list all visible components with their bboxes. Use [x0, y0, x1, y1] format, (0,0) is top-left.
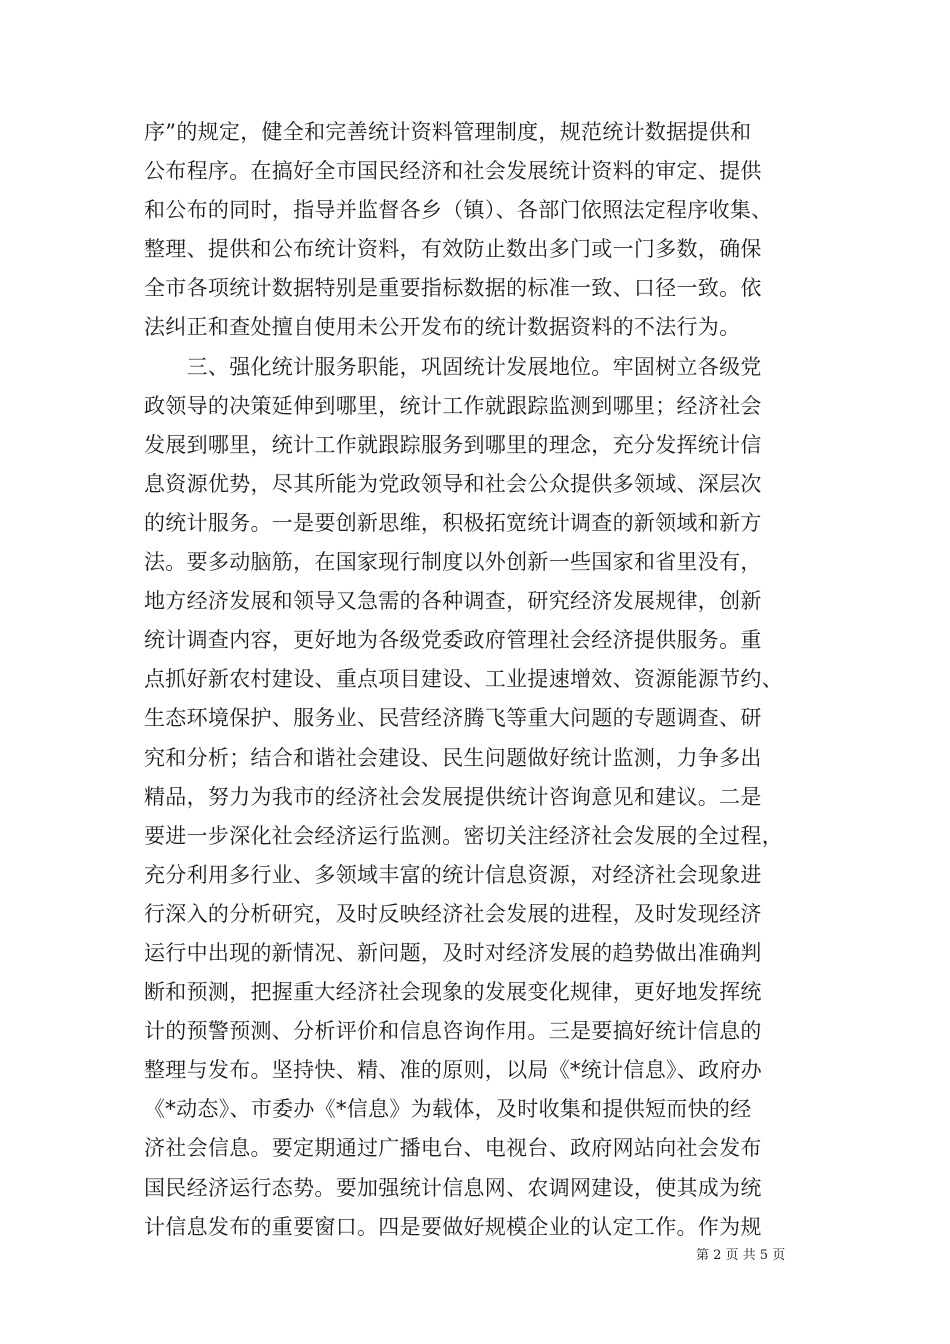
text-line: 发展到哪里，统计工作就跟踪服务到哪里的理念，充分发挥统计信 [144, 432, 762, 457]
text-line: 和公布的同时，指导并监督各乡（镇）、各部门依照法定程序收集、 [144, 198, 773, 223]
page-number: 第 2 页 共 5 页 [696, 1248, 786, 1263]
text-line: 点抓好新农村建设、重点项目建设、工业提速增效、资源能源节约、 [144, 667, 783, 692]
text-line: 断和预测，把握重大经济社会现象的发展变化规律，更好地发挥统 [144, 980, 762, 1005]
text-line: 行深入的分析研究，及时反映经济社会发展的进程，及时发现经济 [144, 901, 762, 926]
text-line: 国民经济运行态势。要加强统计信息网、农调网建设，使其成为统 [144, 1175, 762, 1200]
text-line: 运行中出现的新情况、新问题，及时对经济发展的趋势做出准确判 [144, 940, 762, 965]
text-line: 生态环境保护、服务业、民营经济腾飞等重大问题的专题调查、研 [144, 706, 762, 731]
text-line: 充分利用多行业、多领域丰富的统计信息资源，对经济社会现象进 [144, 862, 762, 887]
text-line: 《*动态》、市委办《*信息》为载体，及时收集和提供短而快的经 [144, 1097, 752, 1122]
text-line: 法纠正和查处擅自使用未公开发布的统计数据资料的不法行为。 [144, 315, 741, 340]
text-line: 究和分析；结合和谐社会建设、民生问题做好统计监测，力争多出 [144, 745, 762, 770]
text-line: 三、强化统计服务职能，巩固统计发展地位。牢固树立各级党 [144, 354, 762, 379]
text-line: 法。要多动脑筋，在国家现行制度以外创新一些国家和省里没有， [144, 550, 762, 575]
text-line: 全市各项统计数据特别是重要指标数据的标准一致、口径一致。依 [144, 276, 762, 301]
text-line: 济社会信息。要定期通过广播电台、电视台、政府网站向社会发布 [144, 1136, 762, 1161]
text-line: 序”的规定，健全和完善统计资料管理制度，规范统计数据提供和 [144, 120, 752, 144]
text-line: 精品，努力为我市的经济社会发展提供统计咨询意见和建议。二是 [144, 784, 762, 809]
body-text [144, 113, 804, 1247]
text-line: 的统计服务。一是要创新思维，积极拓宽统计调查的新领域和新方 [144, 510, 762, 535]
text-line: 计信息发布的重要窗口。四是要做好规模企业的认定工作。作为规 [144, 1214, 762, 1239]
text-line: 政领导的决策延伸到哪里，统计工作就跟踪监测到哪里；经济社会 [144, 393, 762, 418]
text-line: 整理与发布。坚持快、精、准的原则，以局《*统计信息》、政府办 [144, 1058, 762, 1083]
text-line: 息资源优势，尽其所能为党政领导和社会公众提供多领域、深层次 [144, 471, 762, 496]
text-line: 计的预警预测、分析评价和信息咨询作用。三是要搞好统计信息的 [144, 1019, 762, 1044]
text-line: 地方经济发展和领导又急需的各种调查，研究经济发展规律，创新 [144, 589, 762, 614]
text-line: 公布程序。在搞好全市国民经济和社会发展统计资料的审定、提供 [144, 159, 762, 184]
text-line: 统计调查内容，更好地为各级党委政府管理社会经济提供服务。重 [144, 628, 762, 653]
text-line: 要进一步深化社会经济运行监测。密切关注经济社会发展的全过程， [144, 823, 783, 848]
text-line: 整理、提供和公布统计资料，有效防止数出多门或一门多数，确保 [144, 237, 762, 262]
